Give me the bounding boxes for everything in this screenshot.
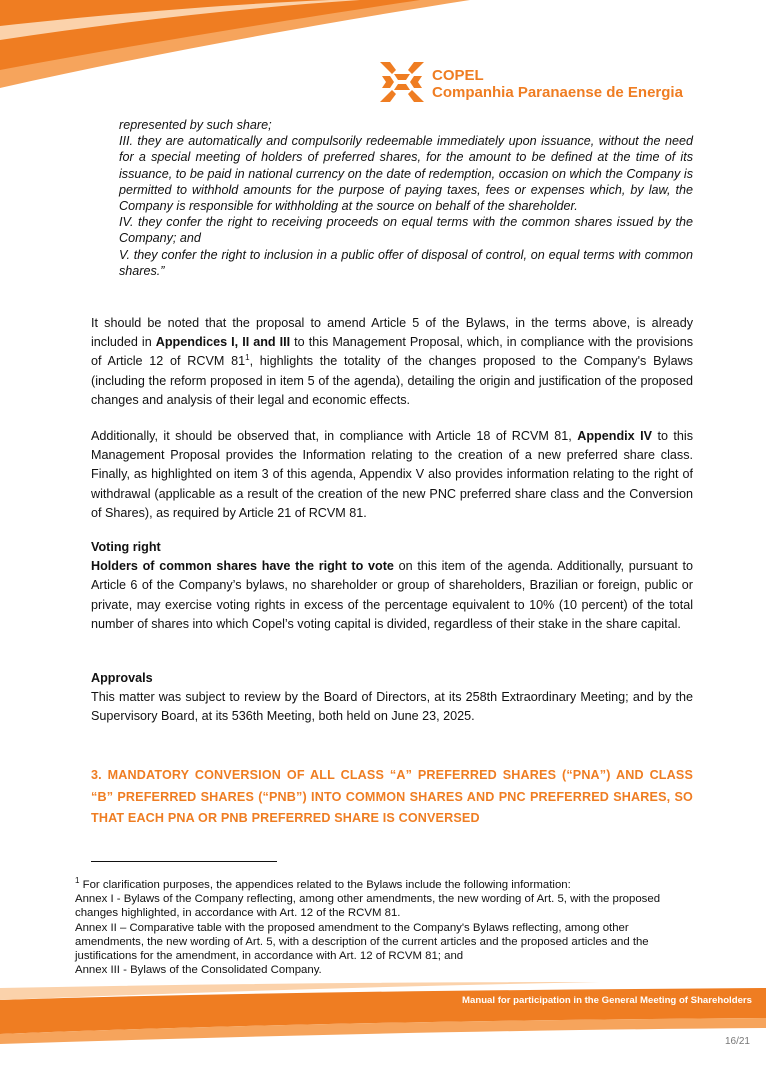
quote-item-iii: III. they are automatically and compulsorily redeemable immediately upon issuance, without the need for a special meeting of holders of preferred shares, for the amount to be defined at the time of its issuance, to be paid in national currency on the date of redemption, occasion on which the Company is permitted to withhold amounts for the purpose of paying taxes, fees or expenses which, by law, the Company is responsible for withholding at the source on behalf of the shareholder. <box>119 134 693 214</box>
footer-swoosh <box>0 978 766 1048</box>
footnote-marker: 1 <box>75 876 80 886</box>
footnote-annex-ii: Annex II – Comparative table with the proposed amendment to the Company's Bylaws reflecting, among other amendments, the new wording of Art. 5, with a description of the current articles and the proposed articles and the justifications for the amendment, in accordance with Art. 12 of RCVM 81; and <box>75 921 649 963</box>
para2-text-a: Additionally, it should be observed that, in compliance with Article 18 of RCVM 81, <box>91 429 578 443</box>
footer-manual-label: Manual for participation in the General Meeting of Shareholders <box>462 995 752 1006</box>
footnote-annex-i: Annex I - Bylaws of the Company reflecting, among other amendments, the new wording of Art. 5, with the proposed changes highlighted, in accordance with Art. 12 of the RCVM 81. <box>75 893 661 920</box>
approvals-text: This matter was subject to review by the Board of Directors, at its 258th Extraordinary Meeting; and by the Supervisory Board, at its 536th Meeting, both held on June 23, 2025. <box>91 690 693 724</box>
section-3-heading: 3. MANDATORY CONVERSION OF ALL CLASS “A” PREFERRED SHARES (“PNA”) AND CLASS “B” PREFERRED SHARES (“PNB”) INTO COMMON SHARES AND PNC PREFERRED SHARES, SO THAT EACH PNA OR PNB PREFERRED SHARE IS CONVERSED <box>91 768 693 825</box>
company-full-name: Companhia Paranaense de Energia <box>432 84 683 101</box>
voting-text: on this item of the agenda. Additionally, pursuant to Article 6 of the Company’s bylaws, no shareholder or group of shareholders, Brazilian or foreign, public or private, may exercise voting rights in excess of the percentage equivalent to 10% (10 percent) of the total number of shares into which Copel’s voting capital is divided, regardless of their stake in the share capital. <box>91 559 693 631</box>
approvals-section <box>91 669 693 727</box>
para2-text-c: to this Management Proposal provides the Information relating to the creation of a new preferred share class. Finally, as highlighted on item 3 of this agenda, Appendix V also provides information relating to the right of withdrawal (applicable as a result of the creation of the new PNC preferred share class and the Conversion of Shares), as required by Article 21 of RCVM 81. <box>91 429 693 520</box>
footnote-intro: For clarification purposes, the appendices related to the Bylaws include the following information: <box>79 879 571 891</box>
voting-heading: Voting right <box>91 540 161 554</box>
footnote-annex-iii: Annex III - Bylaws of the Consolidated Company. <box>75 964 322 977</box>
approvals-heading: Approvals <box>91 671 153 685</box>
paragraph-appendices <box>91 314 693 410</box>
footnote <box>75 878 693 977</box>
para1-bold-appendices: Appendices I, II and III <box>155 335 291 350</box>
para1-text-c: to this Management Proposal, which, in compliance with the provisions of Article 12 of RCVM 81 <box>91 335 693 369</box>
page-number: 16/21 <box>724 1036 750 1047</box>
copel-logo-icon <box>380 62 424 102</box>
footnote-ref[interactable]: 1 <box>245 353 250 363</box>
quote-line: represented by such share; <box>119 118 272 132</box>
para1-text-d: , highlights the totality of the changes proposed to the Company's Bylaws (including the reform proposed in item 5 of the agenda), detailing the origin and justification of the proposed changes and analysis of their legal and economic effects. <box>91 354 693 407</box>
quote-item-v: V. they confer the right to inclusion in a public offer of disposal of control, on equal terms with common shares.” <box>119 247 693 278</box>
quote-item-iv: IV. they confer the right to receiving proceeds on equal terms with the common shares issued by the Company; and <box>119 215 693 246</box>
paragraph-appendix-iv <box>91 427 693 523</box>
footnote-divider <box>91 861 277 862</box>
voting-bold: Holders of common shares have the right to vote <box>91 559 394 574</box>
company-short-name: COPEL <box>432 67 484 84</box>
voting-right-section <box>91 538 693 634</box>
bylaw-quote <box>119 117 693 279</box>
para2-bold-appendix: Appendix IV <box>577 429 652 443</box>
para1-text-a: It should be noted that the proposal to amend Article 5 of the Bylaws, in the terms above, is already included in <box>91 316 693 350</box>
